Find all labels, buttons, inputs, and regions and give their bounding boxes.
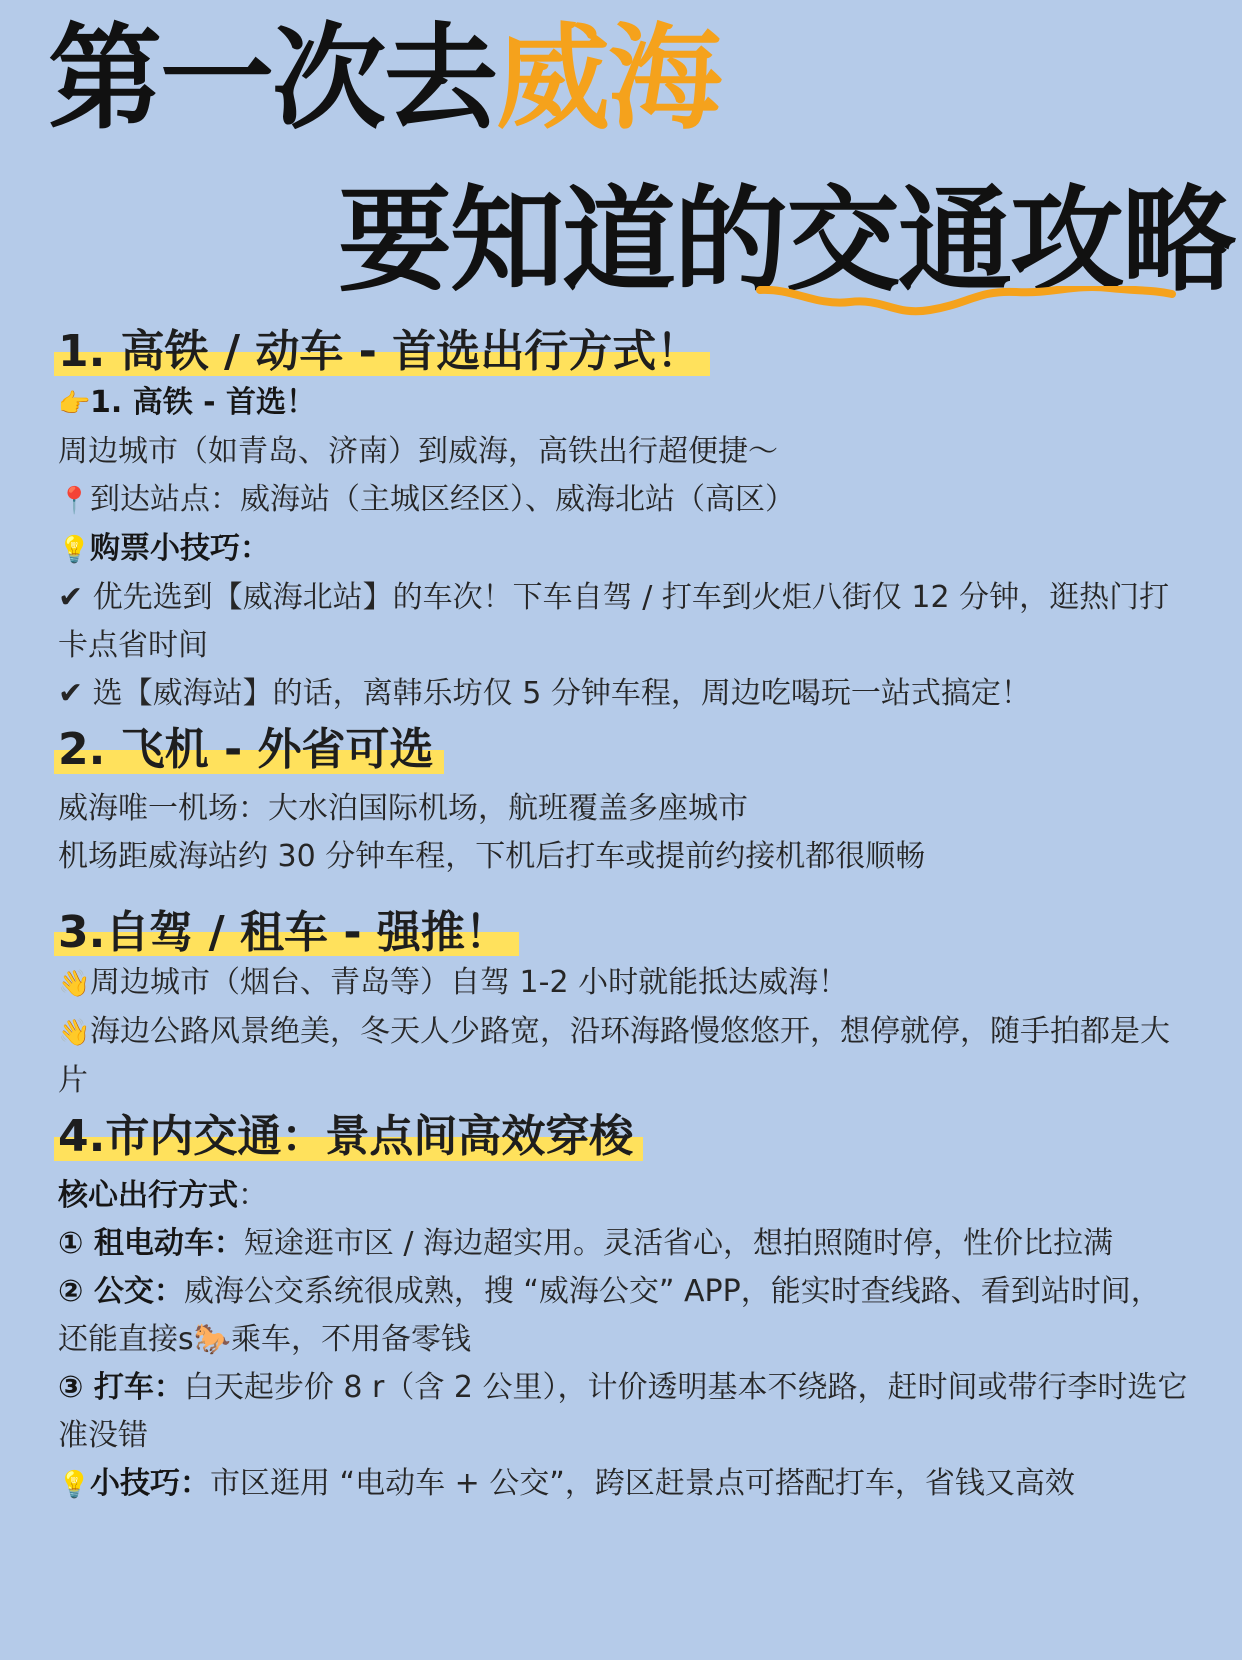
s1-line2-text: 到达站点：威海站（主城区经区）、威海北站（高区） <box>90 481 795 517</box>
section-4-core-label <box>58 1172 1188 1220</box>
waving-hand-icon: 👋 <box>58 969 91 1000</box>
title-prefix: 第一次去 <box>48 12 497 145</box>
waving-hand-icon: 👋 <box>58 1018 91 1049</box>
s4-tip-text: 市区逛用 “电动车 + 公交”，跨区赶景点可搭配打车，省钱又高效 <box>210 1466 1075 1502</box>
s4-core-colon: ： <box>238 1178 268 1214</box>
section-2-line-2: 机场距威海站约 30 分钟车程，下机后打车或提前约接机都很顺畅 <box>58 838 926 874</box>
section-3-heading: 3.自驾 / 租车 - 强推！ <box>58 907 519 960</box>
s4-item3-text: 白天起步价 8 r（含 2 公里），计价透明基本不绕路，赶时间或带行李时选它准没错 <box>58 1370 1188 1454</box>
section-4-item-3 <box>58 1364 1188 1460</box>
section-4-item-1 <box>58 1220 1188 1268</box>
s4-item3-label: ③ 打车： <box>58 1370 184 1406</box>
section-1-tip-label <box>58 525 1188 574</box>
s3-line2-text: 海边公路风景绝美，冬天人少路宽，沿环海路慢悠悠开，想停就停，随手拍都是大片 <box>58 1014 1170 1099</box>
section-2-heading: 2. 飞机 - 外省可选 <box>58 724 444 777</box>
content-body <box>58 320 1188 1509</box>
section-3-line-1 <box>58 959 1188 1008</box>
s4-item2-label: ② 公交： <box>58 1274 184 1310</box>
pin-icon: 📍 <box>58 485 91 516</box>
title-line-2: 要知道的交通攻略 <box>338 174 1235 307</box>
bulb-icon: 💡 <box>58 1470 91 1501</box>
section-2-line-1: 威海唯一机场：大水泊国际机场，航班覆盖多座城市 <box>58 790 748 826</box>
section-4-heading: 4.市内交通：景点间高效穿梭 <box>58 1111 643 1164</box>
bulb-icon: 💡 <box>58 534 91 565</box>
s4-tip-label: 小技巧： <box>90 1466 210 1502</box>
s1-tip-label-text: 购票小技巧： <box>90 530 270 566</box>
section-3-line-2 <box>58 1008 1188 1105</box>
title-line-1 <box>48 12 721 145</box>
section-4-tip <box>58 1460 1188 1509</box>
section-1-subheading <box>58 379 1188 428</box>
s4-item1-text: 短途逛市区 / 海边超实用。灵活省心，想拍照随时停，性价比拉满 <box>243 1226 1114 1262</box>
section-1-tip-2: ✔ 选【威海站】的话，离韩乐坊仅 5 分钟车程，周边吃喝玩一站式搞定！ <box>58 675 1031 711</box>
s4-core-label-text: 核心出行方式 <box>58 1178 238 1214</box>
s4-item1-label: ① 租电动车： <box>58 1226 244 1262</box>
title-highlight-city: 威海 <box>496 12 721 145</box>
pointing-hand-icon: 👉 <box>58 388 91 419</box>
section-1-tip-1: ✔ 优先选到【威海北站】的车次！下车自驾 / 打车到火炬八街仅 12 分钟，逛热门打卡点省时间 <box>58 579 1170 663</box>
section-1-heading: 1. 高铁 / 动车 - 首选出行方式！ <box>58 326 710 379</box>
section-1-line-1: 周边城市（如青岛、济南）到威海，高铁出行超便捷～ <box>58 433 778 469</box>
section-4-item-2 <box>58 1268 1188 1364</box>
s3-line1-text: 周边城市（烟台、青岛等）自驾 1-2 小时就能抵达威海！ <box>90 965 849 1001</box>
section-1-line-2 <box>58 476 1188 525</box>
s4-item2-text: 威海公交系统很成熟，搜 “威海公交” APP，能实时查线路、看到站时间，还能直接s🐎乘车，不用备零钱 <box>58 1274 1161 1358</box>
s1-sub-text: 1. 高铁 - 首选！ <box>90 384 317 420</box>
